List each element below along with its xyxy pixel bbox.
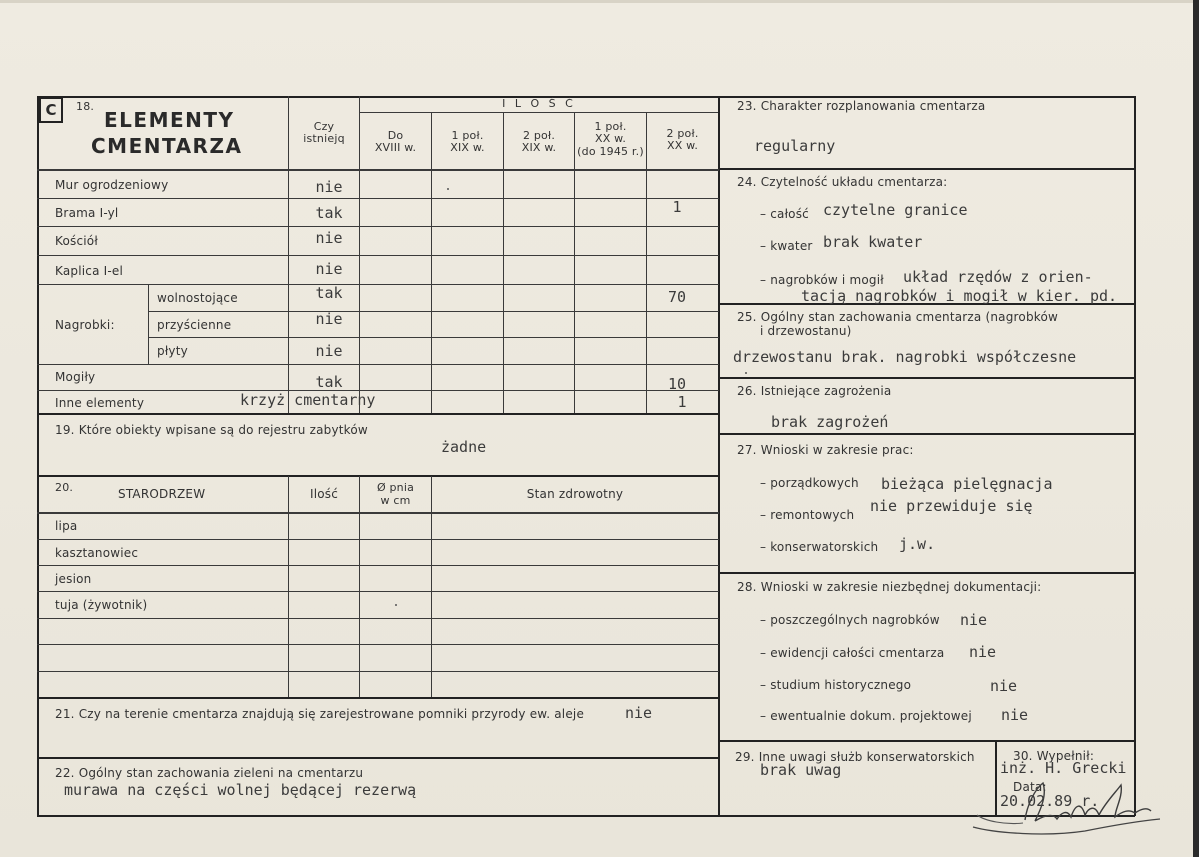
s19-value: żadne: [441, 438, 487, 456]
s21-value: nie: [625, 704, 653, 722]
handwritten-signature: [965, 775, 1165, 845]
s18-row-line: [37, 364, 719, 365]
tree-row-lipa: lipa: [55, 519, 78, 533]
s28-item-1-label: – poszczególnych nagrobków: [760, 613, 940, 627]
s24-kwater-value: brak kwater: [823, 233, 923, 251]
s28-bottom: [719, 740, 1135, 742]
tree-row-jesion: jesion: [55, 572, 92, 586]
s28-item-4-value: nie: [1001, 706, 1029, 724]
s29-label: 29. Inne uwagi służb konserwatorskich: [735, 750, 975, 764]
s25-label-1: 25. Ogólny stan zachowania cmentarza (nagrobków: [737, 310, 1059, 324]
s18-col-line: [646, 112, 647, 414]
s18-ilosc-header: I L O Ś Ć: [502, 97, 576, 110]
s27-kons-value: j.w.: [899, 535, 936, 553]
row-label-plyty: płyty: [157, 344, 188, 358]
s20-col-diam-2: w cm: [380, 494, 411, 507]
s18-row-line: [37, 198, 719, 199]
s28-item-2-label: – ewidencji całości cmentarza: [760, 646, 945, 660]
period-2-l1: 1 poł.: [451, 129, 484, 142]
s27-label: 27. Wnioski w zakresie prac:: [737, 443, 914, 457]
s26-value: brak zagrożeń: [771, 413, 889, 431]
row-label-kaplica: Kaplica I-el: [55, 264, 124, 278]
s21-bottom: [37, 757, 719, 759]
ink-dot: [395, 604, 397, 606]
main-divider: [718, 96, 720, 816]
period-1-l1: Do: [387, 129, 404, 142]
s18-nagrobki-line: [148, 284, 149, 364]
s24-nagrobkow-value-1: układ rzędów z orien-: [903, 268, 1093, 286]
s27-bottom: [719, 572, 1135, 574]
s20-row-line: [37, 618, 719, 619]
tree-row-kasztanowiec: kasztanowiec: [55, 546, 139, 560]
s29-value: brak uwag: [760, 761, 842, 779]
exists-wolnostojace: tak: [315, 284, 343, 302]
s18-number: 18.: [76, 100, 95, 113]
value-wolnostojace: 70: [667, 288, 687, 306]
s24-nagrobkow-value-2: tacją nagrobków i mogił w kier. pd.: [801, 287, 1118, 305]
s27-porz-value: bieżąca pielęgnacja: [881, 475, 1053, 493]
s20-bottom: [37, 697, 719, 699]
s22-label: 22. Ogólny stan zachowania zieleni na cmentarzu: [55, 766, 364, 780]
s30-label: 30. Wypełnił:: [1013, 749, 1095, 763]
s21-label: 21. Czy na terenie cmentarza znajdują się zarejestrowane pomniki przyrody ew. aleje: [55, 707, 585, 721]
s18-row-line: [148, 311, 719, 312]
s25-label-2: i drzewostanu): [760, 324, 852, 338]
s24-calosc-value: czytelne granice: [823, 201, 968, 219]
card-right-edge: [1193, 0, 1199, 857]
s18-col-exists-1: Czy: [313, 120, 335, 133]
row-label-brama: Brama I-yl: [55, 206, 119, 220]
s19-label: 19. Które obiekty wpisane są do rejestru zabytków: [55, 423, 368, 437]
period-4-l1: 1 poł.: [594, 120, 627, 133]
s20-row-line: [37, 539, 719, 540]
s18-col-exists-2: istniejq: [303, 132, 345, 145]
s28-item-4-label: – ewentualnie dokum. projektowej: [760, 709, 972, 723]
s30-value: inż. H. Grecki: [1000, 759, 1127, 777]
exists-kaplica: nie: [315, 260, 343, 278]
s24-nagrobkow-label: – nagrobków i mogił: [760, 273, 884, 287]
outer-right-line: [1134, 96, 1136, 816]
exists-plyty: nie: [315, 342, 343, 360]
section-letter-box: C: [39, 97, 63, 123]
s28-item-2-value: nie: [969, 643, 997, 661]
s18-col-line: [431, 112, 432, 414]
s30-date-label: Data:: [1013, 780, 1047, 794]
row-label-wolnostojace: wolnostojące: [157, 291, 238, 305]
row-label-kosciol: Kościół: [55, 234, 98, 248]
s23-label: 23. Charakter rozplanowania cmentarza: [737, 99, 986, 113]
row-label-przyscienne: przyścienne: [157, 318, 232, 332]
row-label-mur: Mur ogrodzeniowy: [55, 178, 169, 192]
period-1-l2: XVIII w.: [374, 141, 417, 154]
row-label-mogily: Mogiły: [55, 370, 96, 384]
exists-inne: krzyż cmentarny: [240, 391, 376, 409]
s20-row-line: [37, 591, 719, 592]
s27-porz-label: – porządkowych: [760, 476, 859, 490]
s20-row-line: [37, 644, 719, 645]
value-mogily: 10: [667, 375, 687, 393]
ink-dot: [447, 188, 449, 190]
s20-col-diam-1: Ø pnia: [376, 481, 415, 494]
s18-row-line: [37, 284, 719, 285]
exists-brama: tak: [315, 204, 343, 222]
s20-col-line: [431, 476, 432, 698]
s23-bottom: [719, 168, 1135, 170]
s20-number: 20.: [55, 481, 74, 494]
s24-kwater-label: – kwater: [760, 239, 813, 253]
s20-title: STARODRZEW: [118, 487, 206, 501]
tree-row-tuja: tuja (żywotnik): [55, 598, 148, 612]
s28-item-1-value: nie: [960, 611, 988, 629]
s20-col-line: [288, 476, 289, 698]
exists-przyscienne: nie: [315, 310, 343, 328]
s23-value: regularny: [754, 137, 836, 155]
s19-bottom: [37, 475, 719, 477]
s18-row-line: [37, 255, 719, 256]
s18-title-1: ELEMENTY: [104, 108, 235, 132]
s18-row-line: [37, 390, 719, 391]
s20-col-line: [359, 476, 360, 698]
s25-value: drzewostanu brak. nagrobki współczesne: [733, 348, 1077, 366]
s24-label: 24. Czytelność układu cmentarza:: [737, 175, 948, 189]
period-3-l1: 2 poł.: [522, 129, 556, 142]
period-5-l1: 2 poł.: [666, 127, 699, 140]
row-label-inne: Inne elementy: [55, 396, 145, 410]
exists-kosciol: nie: [315, 229, 343, 247]
period-3-l2: XIX w.: [521, 141, 557, 154]
s18-header-bottom: [37, 169, 719, 171]
s28-label: 28. Wnioski w zakresie niezbędnej dokumentacji:: [737, 580, 1042, 594]
s28-item-3-label: – studium historycznego: [760, 678, 912, 692]
period-2-l2: XIX w.: [450, 141, 485, 154]
outer-left-line: [37, 96, 39, 816]
value-brama: 1: [672, 198, 682, 216]
s20-col-health: Stan zdrowotny: [526, 487, 624, 501]
s18-row-line: [37, 226, 719, 227]
s20-header-bottom: [37, 512, 719, 514]
s28-item-3-value: nie: [990, 677, 1018, 695]
s30-date-value: 20.02.89 r.: [1000, 792, 1100, 810]
s25-bottom: [719, 377, 1135, 379]
exists-mogily: tak: [315, 373, 343, 391]
s20-col-qty: Ilość: [309, 487, 339, 501]
s27-kons-label: – konserwatorskich: [760, 540, 879, 554]
period-4-l2: XX w.: [594, 132, 627, 145]
period-5-l2: XX w.: [666, 139, 699, 152]
s20-row-line: [37, 671, 719, 672]
value-inne: 1: [677, 393, 687, 411]
period-4-l3: (do 1945 r.): [577, 145, 644, 158]
s18-row-line: [148, 337, 719, 338]
ink-dot: [745, 372, 747, 374]
s26-label: 26. Istniejące zagrożenia: [737, 384, 892, 398]
s27-rem-label: – remontowych: [760, 508, 855, 522]
card-top-edge: [0, 0, 1199, 3]
s18-ilosc-line: [359, 112, 718, 113]
s18-title-2: CMENTARZA: [91, 134, 243, 158]
s27-rem-value: nie przewiduje się: [870, 497, 1033, 515]
s20-row-line: [37, 565, 719, 566]
row-label-nagrobki: Nagrobki:: [55, 318, 115, 332]
s18-bottom: [37, 413, 719, 415]
s24-calosc-label: – całość: [760, 207, 809, 221]
s26-bottom: [719, 433, 1135, 435]
s22-value: murawa na części wolnej będącej rezerwą: [64, 781, 417, 799]
s18-col-line: [503, 112, 504, 414]
exists-mur: nie: [315, 178, 343, 196]
